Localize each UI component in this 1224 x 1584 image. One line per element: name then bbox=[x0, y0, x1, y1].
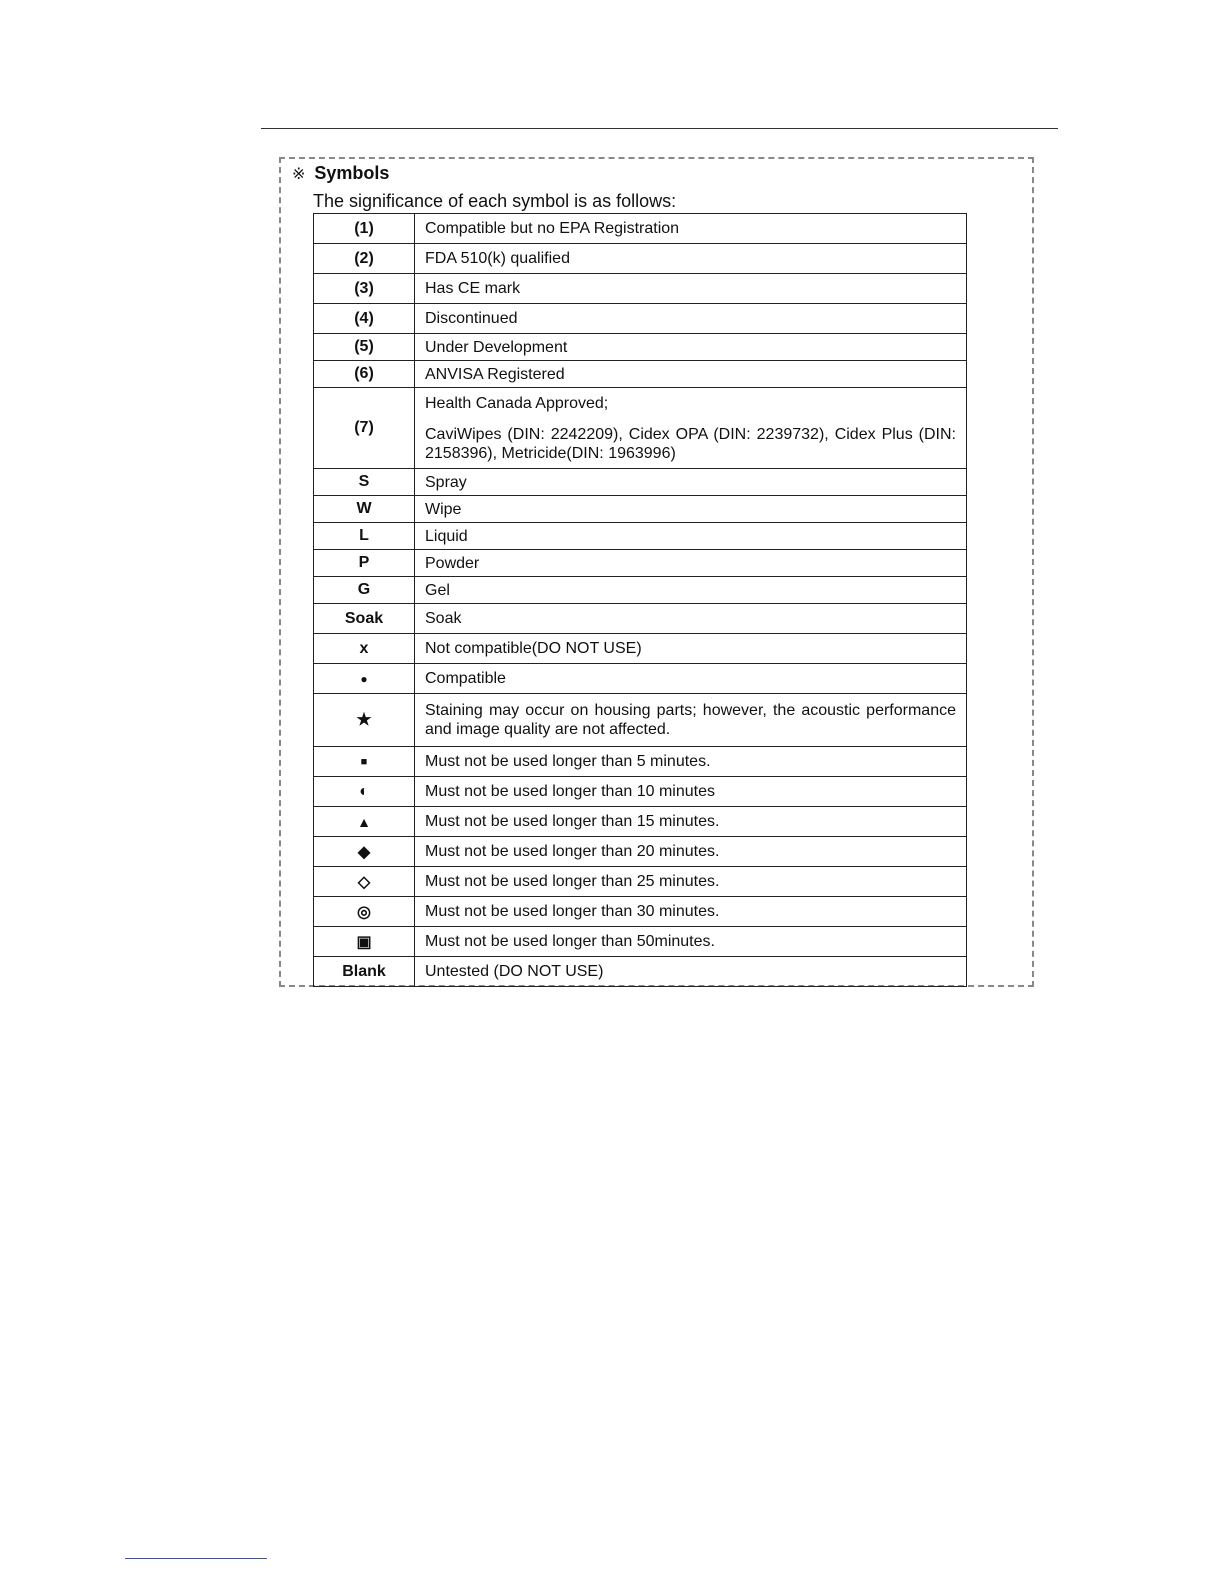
description-cell bbox=[415, 334, 967, 361]
description-cell bbox=[415, 469, 967, 496]
table-row bbox=[314, 807, 967, 837]
table-row bbox=[314, 747, 967, 777]
description-text: Must not be used longer than 10 minutes bbox=[425, 783, 715, 800]
symbol-cell: (1) bbox=[314, 214, 415, 244]
symbol-cell: ■ bbox=[314, 747, 415, 777]
description-text: Discontinued bbox=[425, 310, 518, 327]
header-rule bbox=[261, 128, 1058, 129]
symbol-cell: x bbox=[314, 634, 415, 664]
table-row bbox=[314, 897, 967, 927]
section-title: Symbols bbox=[314, 163, 390, 183]
description-text: ANVISA Registered bbox=[425, 365, 565, 383]
reference-mark-icon: ※ bbox=[292, 165, 306, 183]
symbol-cell: S bbox=[314, 469, 415, 496]
description-cell bbox=[415, 634, 967, 664]
section-heading bbox=[292, 163, 389, 184]
description-text: Spray bbox=[425, 473, 467, 491]
description-text: Health Canada Approved; bbox=[425, 394, 609, 412]
description-cell bbox=[415, 274, 967, 304]
description-text: Staining may occur on housing parts; however, the acoustic performance and image quality are not affected. bbox=[425, 702, 956, 738]
symbol-cell: (7) bbox=[314, 388, 415, 469]
symbol-cell: L bbox=[314, 523, 415, 550]
description-cell bbox=[415, 523, 967, 550]
table-row bbox=[314, 523, 967, 550]
description-cell bbox=[415, 897, 967, 927]
table-row bbox=[314, 496, 967, 523]
description-text: Wipe bbox=[425, 500, 462, 518]
table-row bbox=[314, 694, 967, 747]
description-text: Must not be used longer than 30 minutes. bbox=[425, 903, 720, 920]
symbol-cell: Blank bbox=[314, 957, 415, 987]
symbol-cell: (4) bbox=[314, 304, 415, 334]
symbols-table bbox=[313, 213, 967, 987]
description-cell bbox=[415, 957, 967, 987]
description-cell bbox=[415, 867, 967, 897]
section-intro: The significance of each symbol is as follows: bbox=[313, 191, 677, 211]
description-text: Has CE mark bbox=[425, 280, 521, 297]
description-cell bbox=[415, 244, 967, 274]
symbol-cell: ▲ bbox=[314, 807, 415, 837]
symbol-cell: W bbox=[314, 496, 415, 523]
symbol-cell: P bbox=[314, 550, 415, 577]
symbol-cell: Soak bbox=[314, 604, 415, 634]
description-cell bbox=[415, 927, 967, 957]
table-row bbox=[314, 361, 967, 388]
description-text: CaviWipes (DIN: 2242209), Cidex OPA (DIN: 2239732), Cidex Plus (DIN: 2158396), Metricide(DIN: 1963996) bbox=[425, 425, 956, 462]
table-row bbox=[314, 304, 967, 334]
table-row bbox=[314, 388, 967, 469]
description-text: Must not be used longer than 15 minutes. bbox=[425, 813, 720, 830]
table-row bbox=[314, 957, 967, 987]
description-cell bbox=[415, 807, 967, 837]
table-row bbox=[314, 469, 967, 496]
description-cell bbox=[415, 361, 967, 388]
table-row bbox=[314, 577, 967, 604]
footnote-rule bbox=[125, 1558, 267, 1559]
description-text: Powder bbox=[425, 554, 480, 572]
table-row bbox=[314, 274, 967, 304]
description-cell bbox=[415, 304, 967, 334]
table-row bbox=[314, 604, 967, 634]
symbol-cell: (5) bbox=[314, 334, 415, 361]
description-cell bbox=[415, 837, 967, 867]
description-text: Soak bbox=[425, 610, 462, 627]
description-cell bbox=[415, 577, 967, 604]
table-row bbox=[314, 664, 967, 694]
description-text: Untested (DO NOT USE) bbox=[425, 963, 604, 980]
description-text: Liquid bbox=[425, 527, 468, 545]
table-row bbox=[314, 867, 967, 897]
table-row bbox=[314, 550, 967, 577]
description-cell bbox=[415, 496, 967, 523]
description-cell bbox=[415, 214, 967, 244]
description-text: Compatible bbox=[425, 670, 506, 687]
description-text: Not compatible(DO NOT USE) bbox=[425, 640, 642, 657]
table-row bbox=[314, 334, 967, 361]
symbol-cell: ◐ bbox=[314, 777, 415, 807]
symbol-cell: ◆ bbox=[314, 837, 415, 867]
description-cell bbox=[415, 777, 967, 807]
description-text: Under Development bbox=[425, 338, 568, 356]
symbol-cell: G bbox=[314, 577, 415, 604]
description-text: Compatible but no EPA Registration bbox=[425, 220, 680, 237]
table-row bbox=[314, 837, 967, 867]
description-text: Must not be used longer than 50minutes. bbox=[425, 933, 715, 950]
symbol-cell: ▣ bbox=[314, 927, 415, 957]
symbol-cell: (2) bbox=[314, 244, 415, 274]
symbol-cell: ◎ bbox=[314, 897, 415, 927]
symbol-cell: ● bbox=[314, 664, 415, 694]
description-text: Gel bbox=[425, 581, 450, 599]
description-text: Must not be used longer than 5 minutes. bbox=[425, 753, 711, 770]
description-text: Must not be used longer than 20 minutes. bbox=[425, 843, 720, 860]
symbol-cell: ◇ bbox=[314, 867, 415, 897]
table-row bbox=[314, 927, 967, 957]
table-row bbox=[314, 214, 967, 244]
description-cell bbox=[415, 664, 967, 694]
symbol-cell: (6) bbox=[314, 361, 415, 388]
table-row bbox=[314, 244, 967, 274]
symbol-cell: ★ bbox=[314, 694, 415, 747]
description-text: Must not be used longer than 25 minutes. bbox=[425, 873, 720, 890]
description-text: FDA 510(k) qualified bbox=[425, 250, 570, 267]
symbol-cell: (3) bbox=[314, 274, 415, 304]
description-cell bbox=[415, 388, 967, 469]
table-row bbox=[314, 634, 967, 664]
description-cell bbox=[415, 694, 967, 747]
table-row bbox=[314, 777, 967, 807]
description-cell bbox=[415, 550, 967, 577]
description-cell bbox=[415, 747, 967, 777]
description-cell bbox=[415, 604, 967, 634]
